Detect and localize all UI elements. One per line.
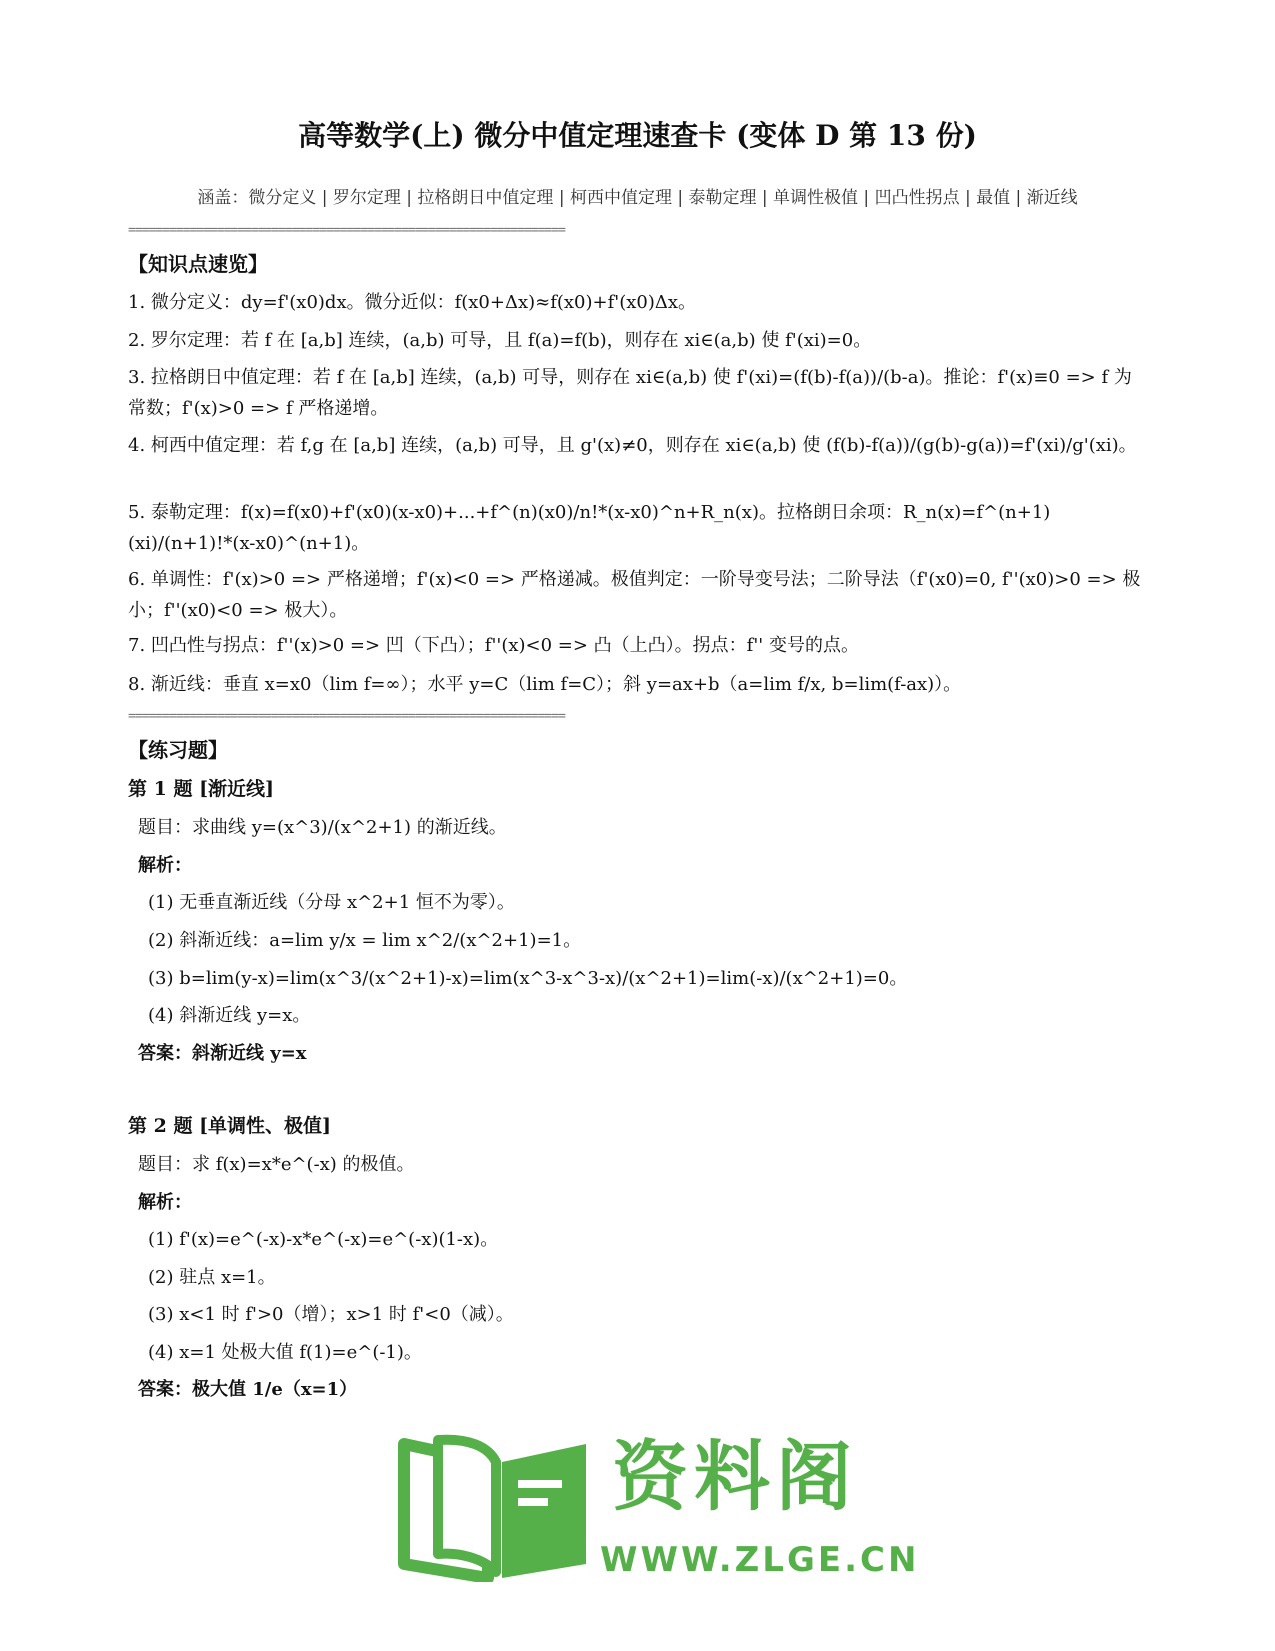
- question-1-answer: 答案：斜渐近线 y=x: [138, 1043, 307, 1064]
- question-1-step-2: (2) 斜渐近线：a=lim y/x = lim x^2/(x^2+1)=1。: [148, 930, 582, 951]
- watermark-name: 资料阁: [612, 1432, 858, 1521]
- question-2-text: 题目：求 f(x)=x*e^(-x) 的极值。: [138, 1154, 415, 1175]
- question-2-heading: 第 2 题 [单调性、极值]: [128, 1115, 332, 1137]
- question-1-step-4: (4) 斜渐近线 y=x。: [148, 1005, 311, 1026]
- question-1-text: 题目：求曲线 y=(x^3)/(x^2+1) 的渐近线。: [138, 817, 507, 838]
- knowledge-item-7: 7. 凹凸性与拐点：f''(x)>0 => 凹（下凸）；f''(x)<0 => 凸（上凸）。拐点：f'' 变号的点。: [128, 635, 859, 656]
- question-2-analysis-label: 解析：: [138, 1192, 192, 1213]
- knowledge-item-6: 6. 单调性：f'(x)>0 => 严格递增；f'(x)<0 => 严格递减。极值判定：一阶导变号法；二阶导法（f'(x0)=0, f''(x0)>0 => 极小；f''(x0)<0 => 极大）。: [128, 569, 1141, 621]
- question-2-step-2: (2) 驻点 x=1。: [148, 1267, 276, 1288]
- knowledge-item-4: 4. 柯西中值定理：若 f,g 在 [a,b] 连续，(a,b) 可导，且 g'(x)≠0，则存在 xi∈(a,b) 使 (f(b)-f(a))/(g(b)-g(a))=f'(xi)/g'(xi)。: [128, 435, 1137, 456]
- watermark-url: WWW.ZLGE.CN: [600, 1540, 920, 1580]
- page-subtitle: 涵盖：微分定义 | 罗尔定理 | 拉格朗日中值定理 | 柯西中值定理 | 泰勒定理 | 单调性极值 | 凹凸性拐点 | 最值 | 渐近线: [197, 188, 1078, 208]
- question-1-heading: 第 1 题 [渐近线]: [128, 778, 275, 800]
- knowledge-item-1: 1. 微分定义：dy=f'(x0)dx。微分近似：f(x0+Δx)≈f(x0)+f'(x0)Δx。: [128, 292, 697, 313]
- divider-top: ================================================================: [128, 223, 565, 238]
- question-1-step-3: (3) b=lim(y-x)=lim(x^3/(x^2+1)-x)=lim(x^3-x^3-x)/(x^2+1)=lim(-x)/(x^2+1)=0。: [148, 968, 908, 989]
- practice-heading: 【练习题】: [128, 738, 228, 762]
- question-2-step-3: (3) x<1 时 f'>0（增）；x>1 时 f'<0（减）。: [148, 1304, 514, 1325]
- question-1-step-1: (1) 无垂直渐近线（分母 x^2+1 恒不为零）。: [148, 892, 515, 913]
- knowledge-item-3: 3. 拉格朗日中值定理：若 f 在 [a,b] 连续，(a,b) 可导，则存在 xi∈(a,b) 使 f'(xi)=(f(b)-f(a))/(b-a)。推论：f'(x)≡0 => f 为常数；f'(x)>0 => f 严格递增。: [128, 367, 1132, 419]
- knowledge-item-2: 2. 罗尔定理：若 f 在 [a,b] 连续，(a,b) 可导，且 f(a)=f(b)，则存在 xi∈(a,b) 使 f'(xi)=0。: [128, 330, 872, 351]
- knowledge-item-5: 5. 泰勒定理：f(x)=f(x0)+f'(x0)(x-x0)+...+f^(n)(x0)/n!*(x-x0)^n+R_n(x)。拉格朗日余项：R_n(x)=f^(n+1)(xi)/(n+1)!*(x-x0)^(n+1)。: [128, 502, 1051, 554]
- page-title: 高等数学(上) 微分中值定理速查卡 (变体 D 第 13 份): [298, 119, 977, 152]
- knowledge-heading: 【知识点速览】: [128, 252, 268, 276]
- divider-middle: ================================================================: [128, 709, 565, 724]
- watermark-book-icon: [398, 1432, 598, 1582]
- question-2-step-4: (4) x=1 处极大值 f(1)=e^(-1)。: [148, 1342, 422, 1363]
- question-2-step-1: (1) f'(x)=e^(-x)-x*e^(-x)=e^(-x)(1-x)。: [148, 1229, 499, 1250]
- question-1-analysis-label: 解析：: [138, 855, 192, 876]
- question-2-answer: 答案：极大值 1/e（x=1）: [138, 1379, 358, 1400]
- knowledge-item-8: 8. 渐近线：垂直 x=x0（lim f=∞）；水平 y=C（lim f=C）；斜 y=ax+b（a=lim f/x, b=lim(f-ax)）。: [128, 674, 962, 695]
